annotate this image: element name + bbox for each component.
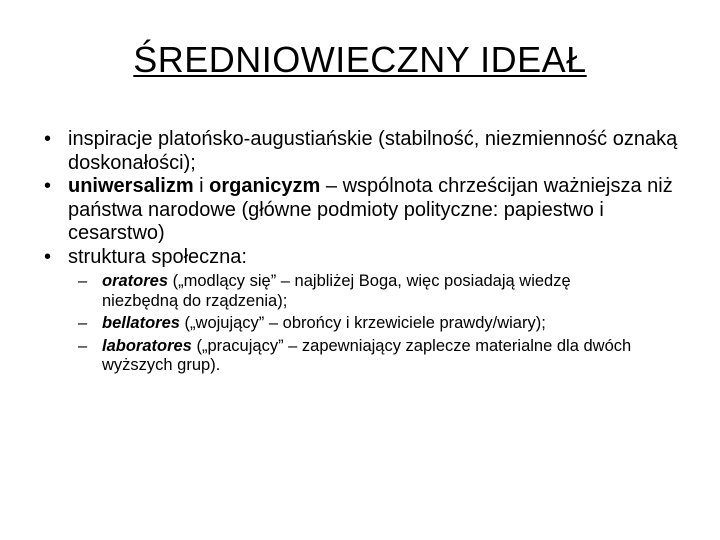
bullet-marker: • bbox=[44, 128, 52, 150]
bullet-list bbox=[0, 128, 720, 376]
term-bellatores: bellatores bbox=[102, 314, 180, 332]
sub-item-oratores bbox=[0, 272, 680, 311]
dash-marker: – bbox=[78, 336, 88, 355]
bullet-text: – wspólnota chrześcijan ważniejsza niż państwa narodowe (główne podmioty polityczne: papiestwo i cesarstwo) bbox=[68, 175, 673, 244]
sub-item-text: („modlący się” – najbliżej Boga, więc posiadają wiedzę niezbędną do rządzenia); bbox=[102, 272, 571, 310]
bullet-marker: • bbox=[44, 245, 52, 268]
bullet-item-social-structure bbox=[0, 246, 720, 376]
bullet-text: struktura społeczna: bbox=[68, 245, 247, 268]
term-oratores: oratores bbox=[102, 272, 169, 290]
sub-item-bellatores bbox=[0, 314, 680, 334]
bullet-marker: • bbox=[44, 175, 52, 197]
dash-marker: – bbox=[78, 272, 88, 290]
connector-text: i bbox=[193, 175, 210, 197]
keyword-organicism: organicyzm bbox=[209, 175, 321, 197]
bullet-item-inspiration bbox=[0, 128, 720, 175]
term-laboratores: laboratores bbox=[102, 336, 192, 355]
sub-item-text: („pracujący” – zapewniający zaplecze materialne dla dwóch wyższych grup). bbox=[102, 336, 632, 374]
sub-item-text: („wojujący” – obrońcy i krzewiciele prawdy/wiary); bbox=[179, 314, 546, 332]
dash-marker: – bbox=[78, 314, 88, 332]
keyword-universalism: uniwersalizm bbox=[68, 175, 194, 197]
sub-item-laboratores bbox=[0, 337, 680, 376]
slide-title: ŚREDNIOWIECZNY IDEAŁ bbox=[133, 39, 587, 80]
sub-list bbox=[68, 272, 680, 376]
bullet-text: inspiracje platońsko-augustiańskie (stabilność, niezmienność oznaką doskonałości); bbox=[68, 128, 678, 174]
bullet-item-universalism bbox=[0, 175, 720, 246]
